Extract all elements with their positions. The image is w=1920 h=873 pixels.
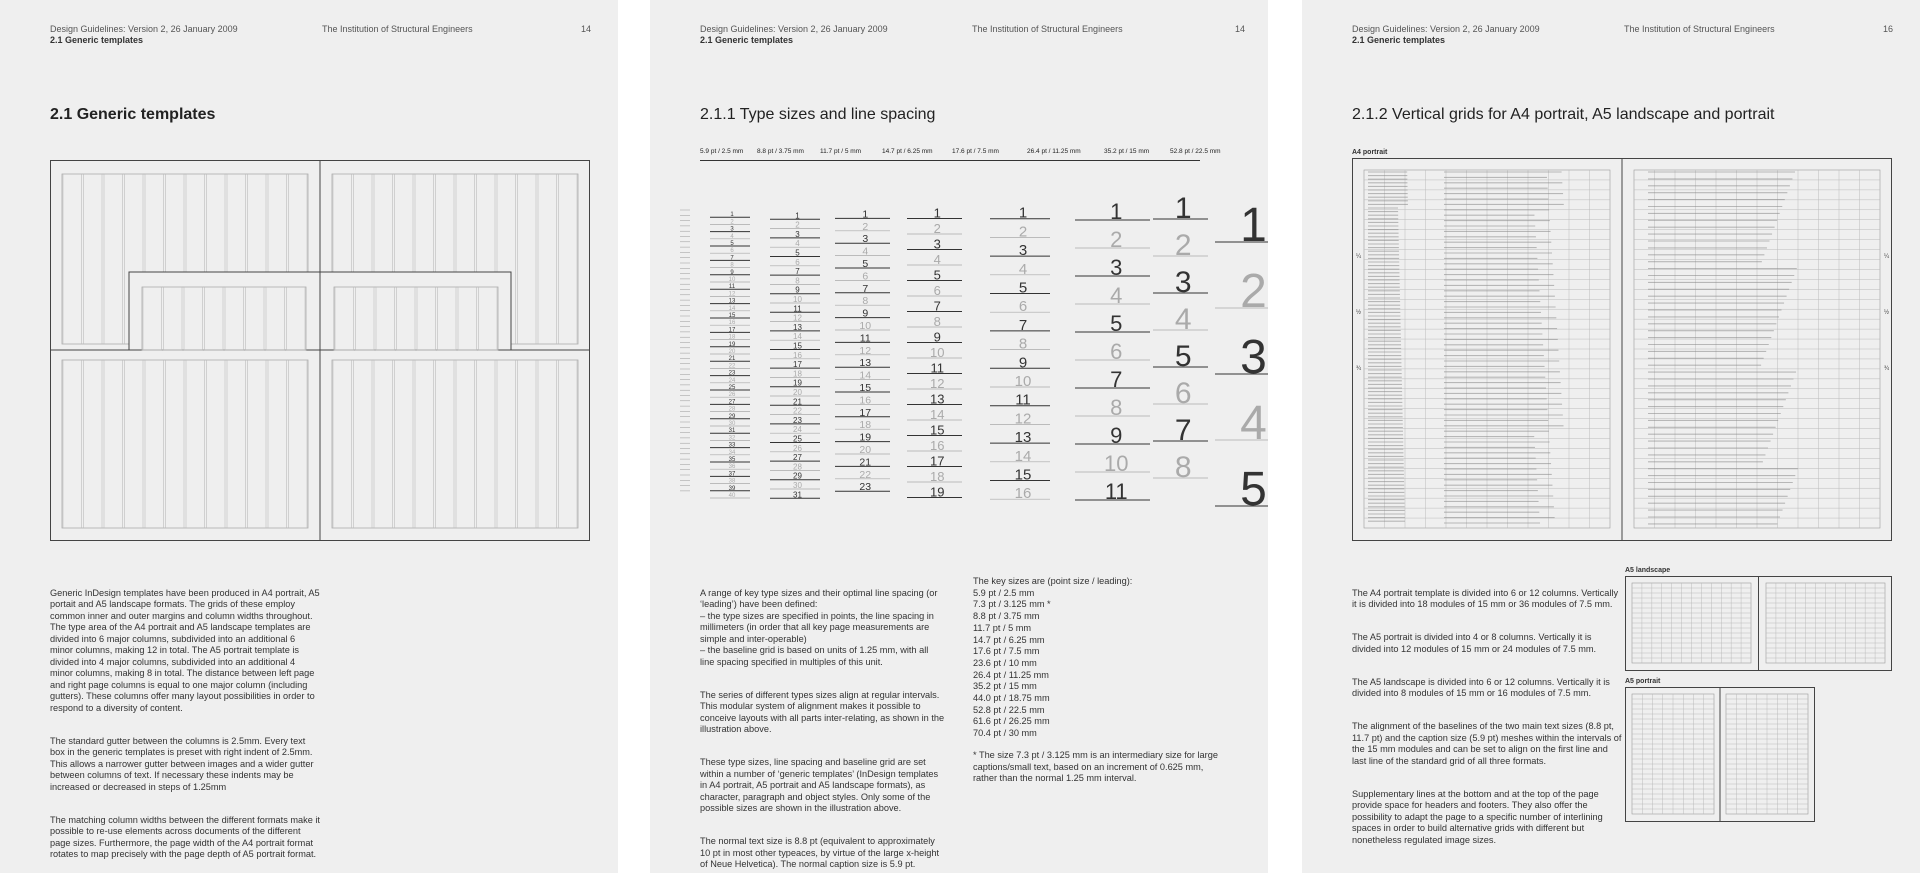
page-title: 2.1.1 Type sizes and line spacing	[700, 106, 936, 123]
a4-portrait-label: A4 portrait	[1352, 149, 1388, 156]
type-sample-number: 3	[730, 226, 734, 233]
type-sample-number: 6	[730, 248, 734, 255]
body-text	[1352, 576, 1622, 868]
size-label: 14.7 pt / 6.25 mm	[882, 148, 933, 155]
type-sample-number: 4	[1240, 397, 1267, 450]
page-title: 2.1.2 Vertical grids for A4 portrait, A5 landscape and portrait	[1352, 106, 1775, 123]
header-doc-title: Design Guidelines: Version 2, 26 January 2009	[700, 24, 888, 34]
type-sample-number: 40	[728, 493, 736, 499]
type-sample-number: 12	[728, 291, 736, 298]
svg-text:½: ½	[1356, 310, 1362, 316]
type-sample-number: 1	[795, 211, 800, 221]
key-size-item: 17.6 pt / 7.5 mm	[973, 646, 1040, 657]
key-size-item: 7.3 pt / 3.125 mm *	[973, 599, 1051, 610]
type-sample-number: 31	[728, 428, 736, 435]
paragraph: The normal text size is 8.8 pt (equivalent to approximately 10 pt in most other typeaces, by virtue of the large x-height of Neue Helvetica). The normal caption size is 5.9 pt.	[700, 836, 940, 869]
key-size-item: 26.4 pt / 11.25 mm	[973, 669, 1049, 680]
type-sample-number: 2	[933, 221, 941, 236]
type-sample-number: 3	[1018, 242, 1028, 260]
header-organisation: The Institution of Structural Engineers	[972, 24, 1123, 34]
body-text	[50, 576, 320, 873]
type-sample-number: 21	[859, 456, 872, 469]
type-sample-number: 16	[930, 438, 945, 453]
page-16-right	[1302, 0, 1920, 873]
type-sample-number: 28	[728, 406, 736, 413]
type-sample-number: 14	[1014, 447, 1032, 465]
a5-landscape-label: A5 landscape	[1625, 567, 1671, 574]
type-sample-number: 23	[859, 481, 872, 494]
size-label: 11.7 pt / 5 mm	[820, 148, 862, 155]
a4-portrait-grid-diagram	[1352, 158, 1892, 541]
svg-text:½: ½	[1884, 310, 1890, 316]
type-sample-number: 39	[728, 485, 736, 492]
key-size-item: 5.9 pt / 2.5 mm	[973, 587, 1035, 598]
paragraph: The A4 portrait template is divided into 6 or 12 columns. Vertically it is divided into 18 modules of 15 mm or 36 modules of 7.5 mm.	[1352, 587, 1619, 609]
paragraph: The A5 portrait is divided into 4 or 8 columns. Vertically it is divided into 12 modules of 15 mm or 24 modules of 7.5 mm.	[1352, 632, 1597, 654]
type-sample-number: 2	[1110, 227, 1123, 252]
key-size-item: 35.2 pt / 15 mm	[973, 681, 1037, 692]
type-sample-number: 28	[793, 462, 802, 472]
type-sample-number: 24	[728, 377, 736, 384]
key-size-item: 70.4 pt / 30 mm	[973, 728, 1037, 739]
type-sample-number: 1	[1240, 199, 1267, 252]
type-sample-number: 13	[793, 322, 802, 332]
type-sample-number: 13	[1014, 429, 1032, 447]
type-sample-number: 6	[1018, 298, 1028, 316]
type-sample-number: 2	[730, 219, 734, 226]
type-sample-number: 5	[1018, 279, 1028, 297]
type-sample-number: 38	[728, 478, 736, 485]
type-sample-number: 18	[793, 369, 802, 379]
type-sample-number: 22	[728, 363, 736, 370]
a5l-left-columns	[62, 360, 308, 528]
page-number: 14	[1235, 24, 1246, 34]
type-sample-number: 6	[1174, 377, 1192, 410]
type-sample-number: 14	[859, 369, 872, 382]
type-sample-number: 8	[933, 314, 941, 329]
type-sample-number: 5	[862, 258, 869, 270]
type-sample-number: 17	[793, 360, 802, 370]
type-sample-number: 23	[793, 415, 802, 425]
header-organisation: The Institution of Structural Engineers	[1624, 24, 1775, 34]
type-sample-number: 11	[930, 360, 944, 376]
type-sample-number: 12	[859, 344, 872, 357]
type-sample-number: 6	[1110, 339, 1123, 364]
paragraph: The alignment of the baselines of the two main text sizes (8.8 pt, 11.7 pt) and the caption size (5.9 pt) meshes within the intervals of the 15 mm modules and can be set to align on the first line and last line of the standard grid of all three formats.	[1352, 721, 1622, 766]
paragraph: The standard gutter between the columns is 2.5mm. Every text box in the generic templates is preset with right indent of 2.5mm. This allows a narrower gutter between images and a wider gutter between columns of text. If necessary these indents may be increased or decreased in steps of 1.25mm	[50, 735, 314, 792]
type-sample-number: 17	[859, 406, 872, 419]
type-sample-number: 18	[930, 469, 945, 484]
paragraph: Supplementary lines at the bottom and at the top of the page provide space for headers and footers. They also offer the possibility to adapt the page to a specific number of interlining spaces in order to build alternative grids with different but nonetheless regulated image sizes.	[1352, 788, 1603, 845]
type-sample-number: 9	[862, 307, 869, 320]
type-sample-number: 20	[728, 349, 736, 355]
type-sample-number: 14	[793, 332, 802, 342]
type-sample-number: 1	[1110, 199, 1123, 224]
type-sample-number: 15	[728, 313, 736, 319]
type-sample-number: 37	[728, 471, 736, 478]
paragraph: These type sizes, line spacing and baseline grid are set within a number of ‘generic templates’ (InDesign templates in A4 portrait, A5 portrait and A5 landscape formats), as character, paragraph and object styles. Only some of the possible sizes are shown in the illustration above.	[700, 757, 939, 813]
a5-portrait-label: A5 portrait	[1625, 678, 1661, 685]
type-sample-number: 3	[1174, 266, 1192, 299]
header-section: 2.1 Generic templates	[700, 35, 794, 45]
type-sample-number: 11	[793, 304, 802, 314]
type-sample-number: 20	[793, 388, 802, 397]
type-sample-number: 15	[859, 382, 872, 394]
type-sample-number: 13	[859, 357, 872, 370]
running-header	[1352, 24, 1540, 46]
svg-text:¼: ¼	[1884, 254, 1890, 260]
type-sample-number: 11	[728, 284, 736, 291]
paragraph: Generic InDesign templates have been produced in A4 portrait, A5 portait and A5 landscape formats. The grids of these employ common inner and outer margins and column widths throughout. The type area of the A4 portrait and A5 landscape templates are divided into 6 major columns, subdivided into an additional 6 minor columns, making 12 in total. The A5 portrait template is divided into 4 major columns, subdivided into an additional 4 minor columns, making 8 in total. The distance between left page and right page columns is equal to one major column (including gutters). These columns offer many layout possibilities in order to respond to a diversity of content.	[50, 587, 320, 713]
type-sample-number: 4	[795, 239, 800, 249]
type-sample-number: 21	[728, 356, 736, 363]
key-sizes-list	[973, 576, 1228, 785]
type-sample-number: 15	[793, 341, 802, 351]
type-sample-number: 10	[728, 277, 736, 283]
type-sample-number: 7	[933, 298, 941, 314]
paragraph: The A5 landscape is divided into 6 or 12 columns. Vertically it is divided into 8 modules of 15 mm or 16 modules of 7.5 mm.	[1352, 676, 1610, 698]
page-14-middle	[650, 0, 1268, 873]
type-sample-number: 3	[1110, 255, 1123, 280]
type-sample-number: 12	[793, 313, 802, 323]
type-sample-number: 7	[1174, 414, 1192, 447]
type-sample-number: 2	[862, 220, 869, 233]
type-sample-number: 18	[728, 334, 736, 341]
type-sample-number: 13	[728, 298, 736, 305]
key-size-item: 8.8 pt / 3.75 mm	[973, 611, 1040, 622]
type-sample-number: 1	[862, 208, 869, 221]
key-size-item: 52.8 pt / 22.5 mm	[973, 704, 1045, 715]
running-header	[50, 24, 238, 46]
template-grid-diagram	[50, 160, 590, 541]
size-label: 52.8 pt / 22.5 mm	[1170, 148, 1221, 155]
type-sample-number: 27	[793, 453, 802, 463]
type-sample-number: 3	[1240, 331, 1267, 384]
type-sample-number: 8	[1110, 395, 1123, 420]
type-sample-number: 7	[795, 267, 800, 277]
type-sample-number: 19	[728, 341, 736, 348]
type-sample-number: 36	[728, 464, 736, 471]
key-size-item: 14.7 pt / 6.25 mm	[973, 634, 1045, 645]
type-sample-number: 5	[933, 267, 941, 283]
type-sample-number: 4	[730, 233, 734, 240]
a5-portrait-grid-diagram	[1625, 687, 1815, 822]
type-sample-number: 10	[1104, 451, 1129, 476]
type-sample-number: 35	[728, 457, 736, 463]
type-sample-number: 19	[930, 484, 945, 500]
type-sample-number: 2	[1018, 223, 1028, 241]
page-number: 14	[581, 24, 592, 34]
type-sample-number: 31	[793, 490, 802, 500]
type-sample-number: 1	[1018, 204, 1028, 222]
type-sample-number: 26	[728, 392, 736, 399]
header-organisation: The Institution of Structural Engineers	[322, 24, 473, 34]
key-size-item: 61.6 pt / 26.25 mm	[973, 716, 1050, 727]
type-sample-number: 3	[862, 233, 869, 246]
type-sample-number: 1	[933, 205, 941, 221]
type-sample-number: 25	[793, 434, 802, 444]
type-sample-number: 22	[793, 406, 802, 416]
header-section: 2.1 Generic templates	[1352, 35, 1446, 45]
key-sizes-intro: The key sizes are (point size / leading):	[973, 576, 1133, 586]
type-sample-number: 14	[930, 407, 945, 422]
type-sample-number: 8	[1174, 451, 1192, 484]
type-sample-number: 5	[730, 241, 734, 247]
key-size-item: 23.6 pt / 10 mm	[973, 657, 1037, 668]
type-sample-number: 10	[793, 295, 802, 304]
type-sample-number: 30	[793, 481, 802, 490]
type-sample-number: 34	[728, 449, 736, 456]
key-size-item: 44.0 pt / 18.75 mm	[973, 693, 1050, 704]
type-sample-number: 11	[1104, 479, 1128, 504]
type-sample-number: 29	[793, 471, 802, 481]
type-sample-number: 6	[933, 283, 941, 298]
type-sample-number: 1	[1174, 192, 1192, 225]
svg-text:¼: ¼	[1356, 254, 1362, 260]
type-sample-number: 30	[728, 421, 736, 427]
type-sample-number: 16	[1014, 485, 1032, 503]
type-sample-number: 12	[930, 376, 945, 391]
type-sample-number: 6	[795, 257, 800, 267]
type-sample-number: 10	[1014, 373, 1032, 390]
page-title: 2.1 Generic templates	[50, 106, 216, 123]
type-sample-number: 26	[793, 443, 802, 453]
paragraph: The matching column widths between the different formats make it possible to re-use elements across documents of the different page sizes. Furthermore, the page width of the A4 portrait format rotates to map precisely with the page depth of A5 portrait format.	[50, 814, 320, 859]
type-sample-number: 17	[728, 327, 736, 334]
page-14-left	[0, 0, 618, 873]
size-label: 26.4 pt / 11.25 mm	[1027, 148, 1081, 155]
type-sample-number: 7	[1018, 316, 1028, 334]
type-sample-number: 1	[730, 212, 734, 219]
type-sample-number: 19	[859, 431, 872, 444]
type-sample-number: 4	[1018, 260, 1028, 278]
size-label: 17.6 pt / 7.5 mm	[952, 148, 999, 155]
svg-text:¾: ¾	[1884, 366, 1890, 372]
type-sample-number: 4	[933, 252, 941, 267]
type-sample-number: 6	[862, 270, 869, 283]
type-sample-number: 10	[930, 345, 945, 360]
size-label: 8.8 pt / 3.75 mm	[757, 148, 804, 155]
type-sample-number: 12	[1014, 410, 1032, 428]
type-sample-number: 19	[793, 378, 802, 388]
type-sample-number: 2	[1174, 229, 1192, 262]
type-sample-number: 11	[1015, 391, 1031, 409]
type-sample-number: 10	[859, 320, 872, 332]
header-doc-title: Design Guidelines: Version 2, 26 January 2009	[1352, 24, 1540, 34]
type-sample-number: 32	[728, 435, 736, 442]
type-sample-number: 29	[728, 413, 736, 420]
type-sample-number: 17	[930, 453, 945, 469]
type-sample-number: 18	[859, 419, 872, 432]
type-sample-number: 9	[730, 269, 734, 276]
type-sample-number: 14	[728, 305, 736, 312]
svg-text:¾: ¾	[1356, 366, 1362, 372]
type-sample-number: 7	[730, 255, 734, 262]
type-sample-number: 11	[859, 332, 871, 345]
type-sample-number: 4	[862, 245, 869, 258]
type-sample-number: 9	[1018, 354, 1028, 372]
paragraph: A range of key type sizes and their optimal line spacing (or ‘leading’) have been defined: – the type sizes are specified in points, the line spacing in millimeters (in order that all key page measurements are simple and inter-operable) – the baseline grid is based on units of 1.25 mm, with all line spacing specified in multiples of this unit.	[700, 587, 938, 667]
type-sample-number: 8	[1018, 335, 1028, 353]
body-text	[700, 576, 945, 873]
type-sample-number: 3	[933, 236, 941, 252]
type-sample-number: 7	[1110, 367, 1123, 392]
type-sample-number: 9	[1110, 423, 1123, 448]
type-sample-number: 9	[795, 285, 800, 295]
type-sample-number: 27	[728, 399, 736, 406]
type-sample-number: 4	[1174, 303, 1192, 336]
type-sample-number: 3	[795, 229, 800, 239]
type-sample-number: 24	[793, 425, 802, 435]
a5-landscape-grid-diagram	[1625, 576, 1892, 671]
type-sample-number: 25	[728, 385, 736, 391]
type-sample-number: 23	[728, 370, 736, 377]
type-sample-number: 8	[862, 295, 869, 308]
type-sample-number: 2	[1240, 265, 1267, 318]
paragraph: The series of different types sizes align at regular intervals. This modular system of alignment makes it possible to conceive layouts with all parts inter-relating, as shown in the illustration above.	[700, 689, 945, 734]
type-sample-number: 20	[859, 444, 872, 456]
type-sample-number: 9	[933, 329, 941, 345]
header-section: 2.1 Generic templates	[50, 35, 144, 45]
type-sample-number: 5	[795, 248, 800, 258]
type-sample-number: 2	[795, 220, 800, 230]
type-sample-number: 15	[1014, 466, 1032, 484]
type-sample-number: 7	[862, 282, 869, 295]
type-sample-number: 21	[793, 397, 802, 407]
type-sample-number: 33	[728, 442, 736, 449]
running-header	[700, 24, 888, 46]
type-sample-number: 4	[1110, 283, 1123, 308]
type-sample-number: 15	[930, 422, 945, 438]
a5l-right-columns	[332, 360, 578, 528]
type-sample-number: 13	[930, 391, 945, 407]
type-scale-diagram	[680, 160, 1267, 545]
type-sample-number: 5	[1240, 463, 1267, 516]
type-sample-number: 16	[793, 350, 802, 360]
type-sample-number: 5	[1174, 340, 1192, 373]
type-sample-number: 22	[859, 468, 872, 481]
page-number: 16	[1883, 24, 1894, 34]
header-doc-title: Design Guidelines: Version 2, 26 January 2009	[50, 24, 238, 34]
footnote: * The size 7.3 pt / 3.125 mm is an intermediary size for large captions/small text, based on an increment of 0.625 mm, rather than the normal 1.25 mm interval.	[973, 749, 1218, 784]
key-size-item: 11.7 pt / 5 mm	[973, 622, 1032, 633]
type-sample-number: 8	[730, 262, 734, 269]
type-sample-number: 16	[859, 394, 872, 407]
size-label: 35.2 pt / 15 mm	[1104, 148, 1150, 155]
size-label: 5.9 pt / 2.5 mm	[700, 148, 744, 155]
type-sample-number: 16	[728, 320, 736, 327]
type-sample-number: 8	[795, 276, 800, 286]
type-sample-number: 5	[1110, 311, 1123, 336]
